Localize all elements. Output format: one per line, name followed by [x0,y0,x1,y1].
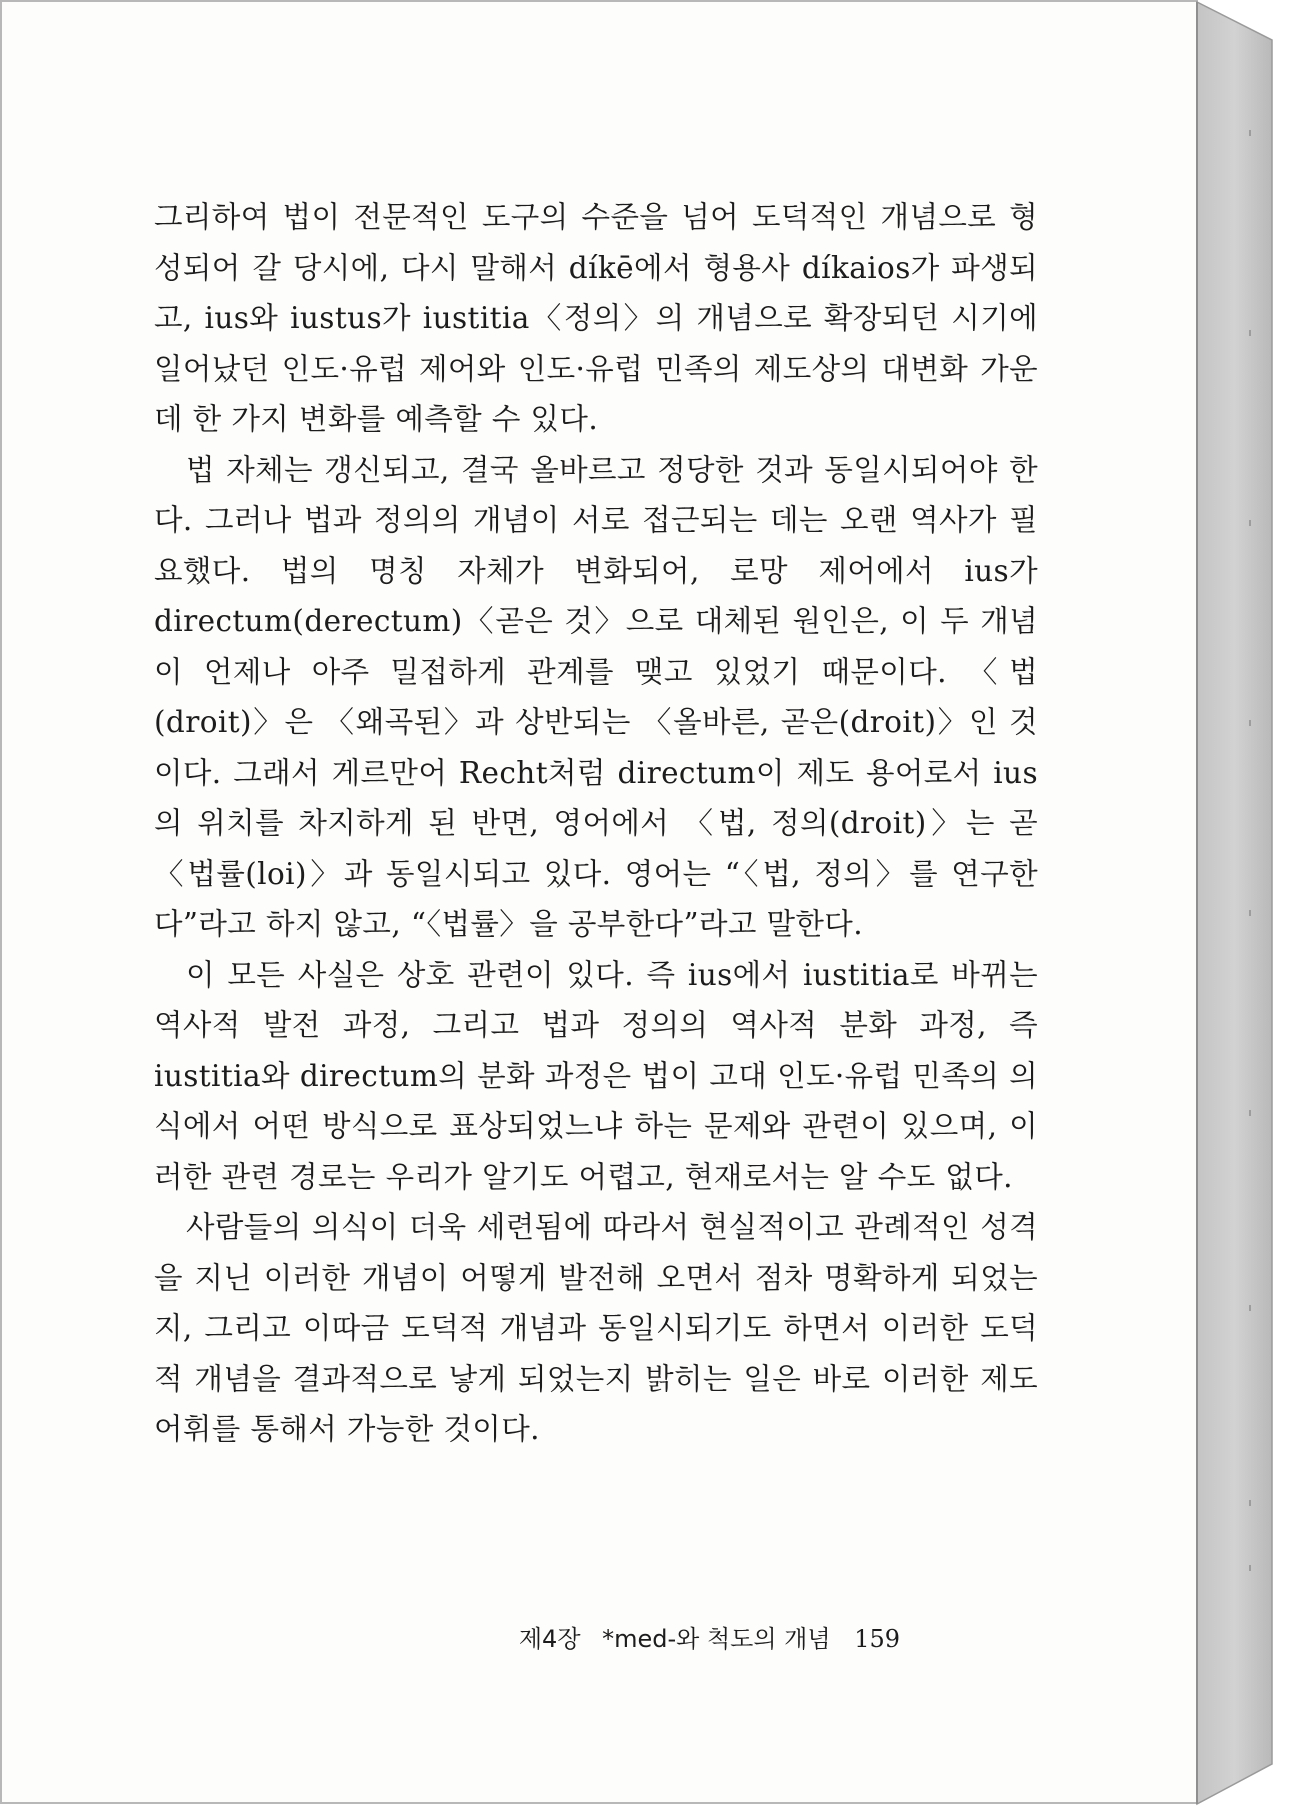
footer-chapter: 제4장 [518,1625,581,1653]
paragraph-1: 그리하여 법이 전문적인 도구의 수준을 넘어 도덕적인 개념으로 형성되어 갈 당시에, 다시 말해서 díkē에서 형용사 díkaios가 파생되고, ius와 iustus가 iustitia〈정의〉의 개념으로 확장되던 시기에 일어났던 인도·유럽 제어와 인도·유럽 민족의 제도상의 대변화 가운데 한 가지 변화를 예측할 수 있다. [154,200,1038,436]
paragraph-2: 법 자체는 갱신되고, 결국 올바르고 정당한 것과 동일시되어야 한다. 그러나 법과 정의의 개념이 서로 접근되는 데는 오랜 역사가 필요했다. 법의 명칭 자체가 변화되어, 로망 제어에서 ius가 directum(derectum)〈곧은 것〉으로 대체된 원인은, 이 두 개념이 언제나 아주 밀접하게 관계를 맺고 있었기 때문이다. 〈법(droit)〉은 〈왜곡된〉과 상반되는 〈올바른, 곧은(droit)〉인 것이다. 그래서 게르만어 Recht처럼 directum이 제도 용어로서 ius의 위치를 차지하게 된 반면, 영어에서 〈법, 정의(droit)〉는 곧 〈법률(loi)〉과 동일시되고 있다. 영어는 “〈법, 정의〉를 연구한다”라고 하지 않고, “〈법률〉을 공부한다”라고 말한다. [154,452,1038,941]
paragraph-4: 사람들의 의식이 더욱 세련됨에 따라서 현실적이고 관례적인 성격을 지닌 이러한 개념이 어떻게 발전해 오면서 점차 명확하게 되었는지, 그리고 이따금 도덕적 개념과 동일시되기도 하면서 이러한 도덕적 개념을 결과적으로 낳게 되었는지 밝히는 일은 바로 이러한 제도 어휘를 통해서 가능한 것이다. [154,1210,1038,1446]
paragraph-3: 이 모든 사실은 상호 관련이 있다. 즉 ius에서 iustitia로 바뀌는 역사적 발전 과정, 그리고 법과 정의의 역사적 분화 과정, 즉 iustitia와 directum의 분화 과정은 법이 고대 인도·유럽 민족의 의식에서 어떤 방식으로 표상되었느냐 하는 문제와 관련이 있으며, 이러한 관련 경로는 우리가 알기도 어렵고, 현재로서는 알 수도 없다. [154,957,1038,1194]
footer-title: *med-와 척도의 개념 [602,1625,831,1653]
page-number: 159 [854,1625,900,1653]
